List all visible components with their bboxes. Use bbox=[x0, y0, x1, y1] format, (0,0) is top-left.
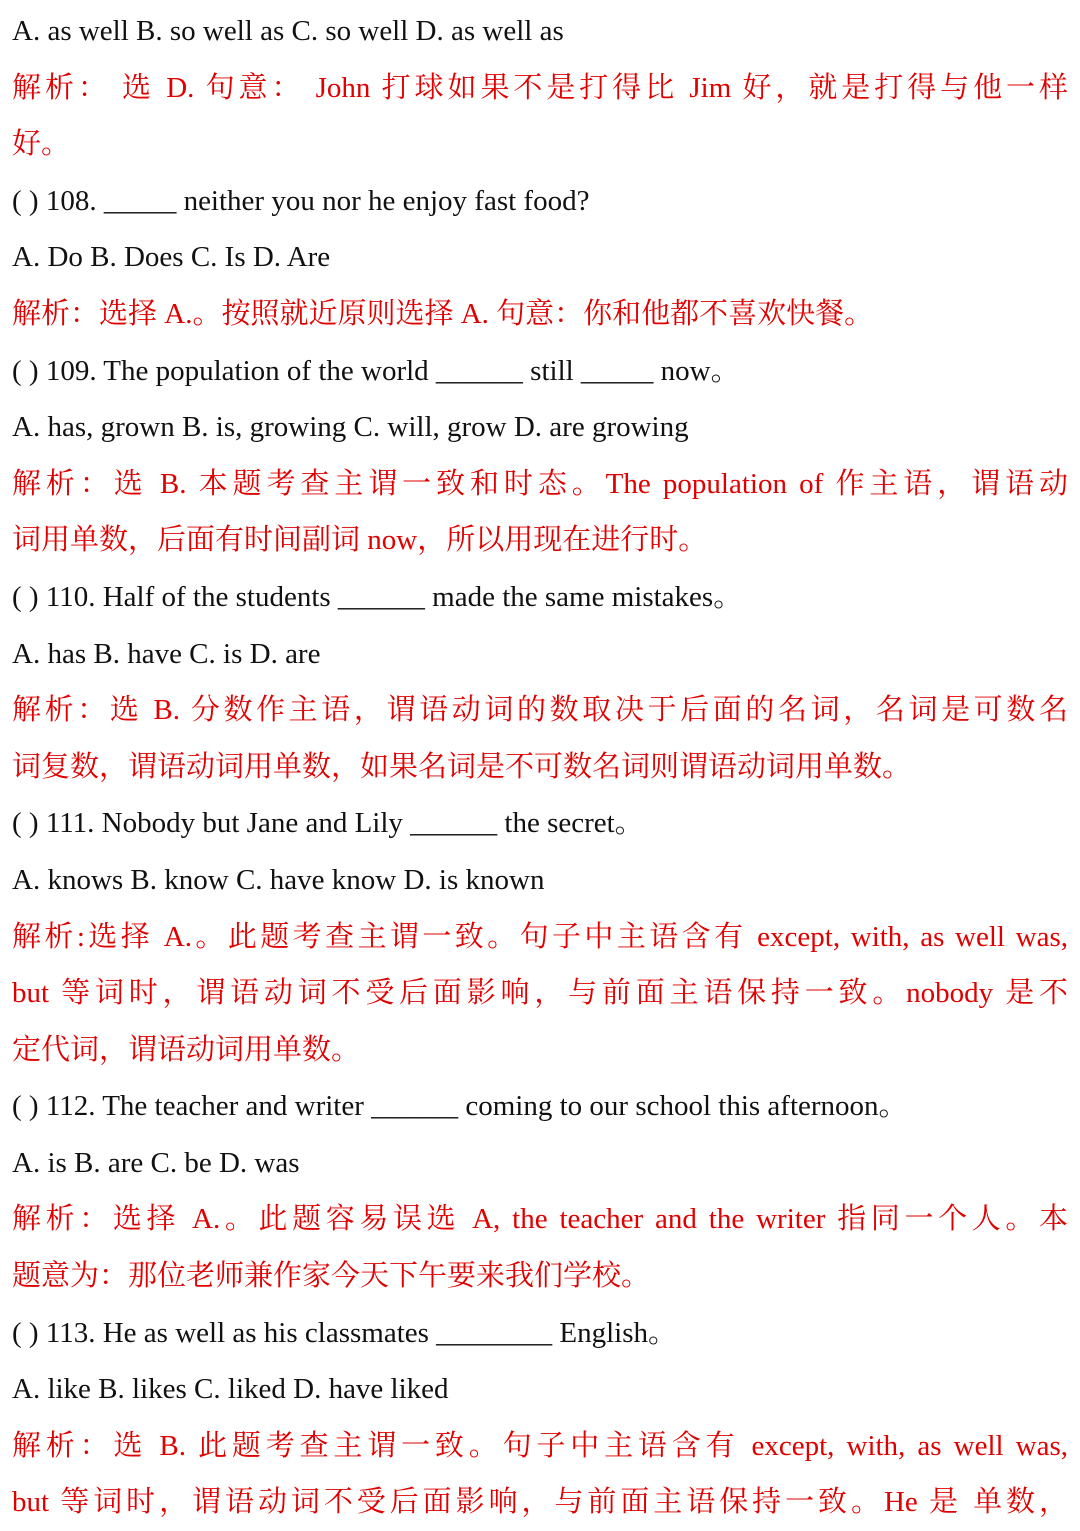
option-line: A. Do B. Does C. Is D. Are bbox=[12, 241, 331, 274]
analysis-line: but 等词时，谓语动词不受后面影响，与前面主语保持一致。nobody 是不 bbox=[12, 977, 1068, 1010]
analysis-line: 词复数，谓语动词用单数，如果名词是不可数名词则谓语动词用单数。 bbox=[12, 750, 912, 783]
option-line: A. has B. have C. is D. are bbox=[12, 637, 321, 670]
question-line: ( ) 113. He as well as his classmates ________ English。 bbox=[12, 1316, 678, 1349]
analysis-line: 解析:选择 A.。此题考查主谓一致。句子中主语含有 except, with, as well was, bbox=[12, 920, 1068, 953]
question-line: ( ) 112. The teacher and writer ______ coming to our school this afternoon。 bbox=[12, 1090, 908, 1123]
analysis-line: 好。 bbox=[12, 128, 71, 161]
analysis-line: 解析：选择 A.。按照就近原则选择 A. 句意：你和他都不喜欢快餐。 bbox=[12, 297, 874, 330]
analysis-line: 解析：选 B. 本题考查主谓一致和时态。The population of 作主语，谓语动 bbox=[12, 467, 1068, 500]
analysis-line: 解析：选择 A.。此题容易误选 A, the teacher and the writer 指同一个人。本 bbox=[12, 1203, 1068, 1236]
option-line: A. knows B. know C. have know D. is known bbox=[12, 863, 545, 896]
analysis-line: 解析：选 B. 分数作主语，谓语动词的数取决于后面的名词，名词是可数名 bbox=[12, 694, 1068, 727]
question-line: ( ) 109. The population of the world ______ still _____ now。 bbox=[12, 354, 740, 387]
option-line: A. is B. are C. be D. was bbox=[12, 1146, 300, 1179]
analysis-line: 解析：选 B. 此题考查主谓一致。句子中主语含有 except, with, as well was, bbox=[12, 1429, 1068, 1462]
analysis-line: 定代词，谓语动词用单数。 bbox=[12, 1033, 361, 1066]
analysis-line: but 等词时，谓语动词不受后面影响，与前面主语保持一致。He 是 单数， bbox=[12, 1486, 1068, 1519]
question-line: ( ) 110. Half of the students ______ made the same mistakes。 bbox=[12, 580, 743, 613]
question-line: ( ) 111. Nobody but Jane and Lily ______ the secret。 bbox=[12, 807, 644, 840]
option-line: A. like B. likes C. liked D. have liked bbox=[12, 1373, 449, 1406]
option-line: A. has, grown B. is, growing C. will, grow D. are growing bbox=[12, 411, 689, 444]
analysis-line: 解析： 选 D. 句意： John 打球如果不是打得比 Jim 好，就是打得与他一样 bbox=[12, 71, 1068, 104]
analysis-line: 词用单数，后面有时间副词 now，所以用现在进行时。 bbox=[12, 524, 708, 557]
option-line: A. as well B. so well as C. so well D. as well as bbox=[12, 15, 564, 47]
analysis-line: 题意为：那位老师兼作家今天下午要来我们学校。 bbox=[12, 1260, 651, 1293]
question-line: ( ) 108. _____ neither you nor he enjoy fast food? bbox=[12, 184, 590, 217]
